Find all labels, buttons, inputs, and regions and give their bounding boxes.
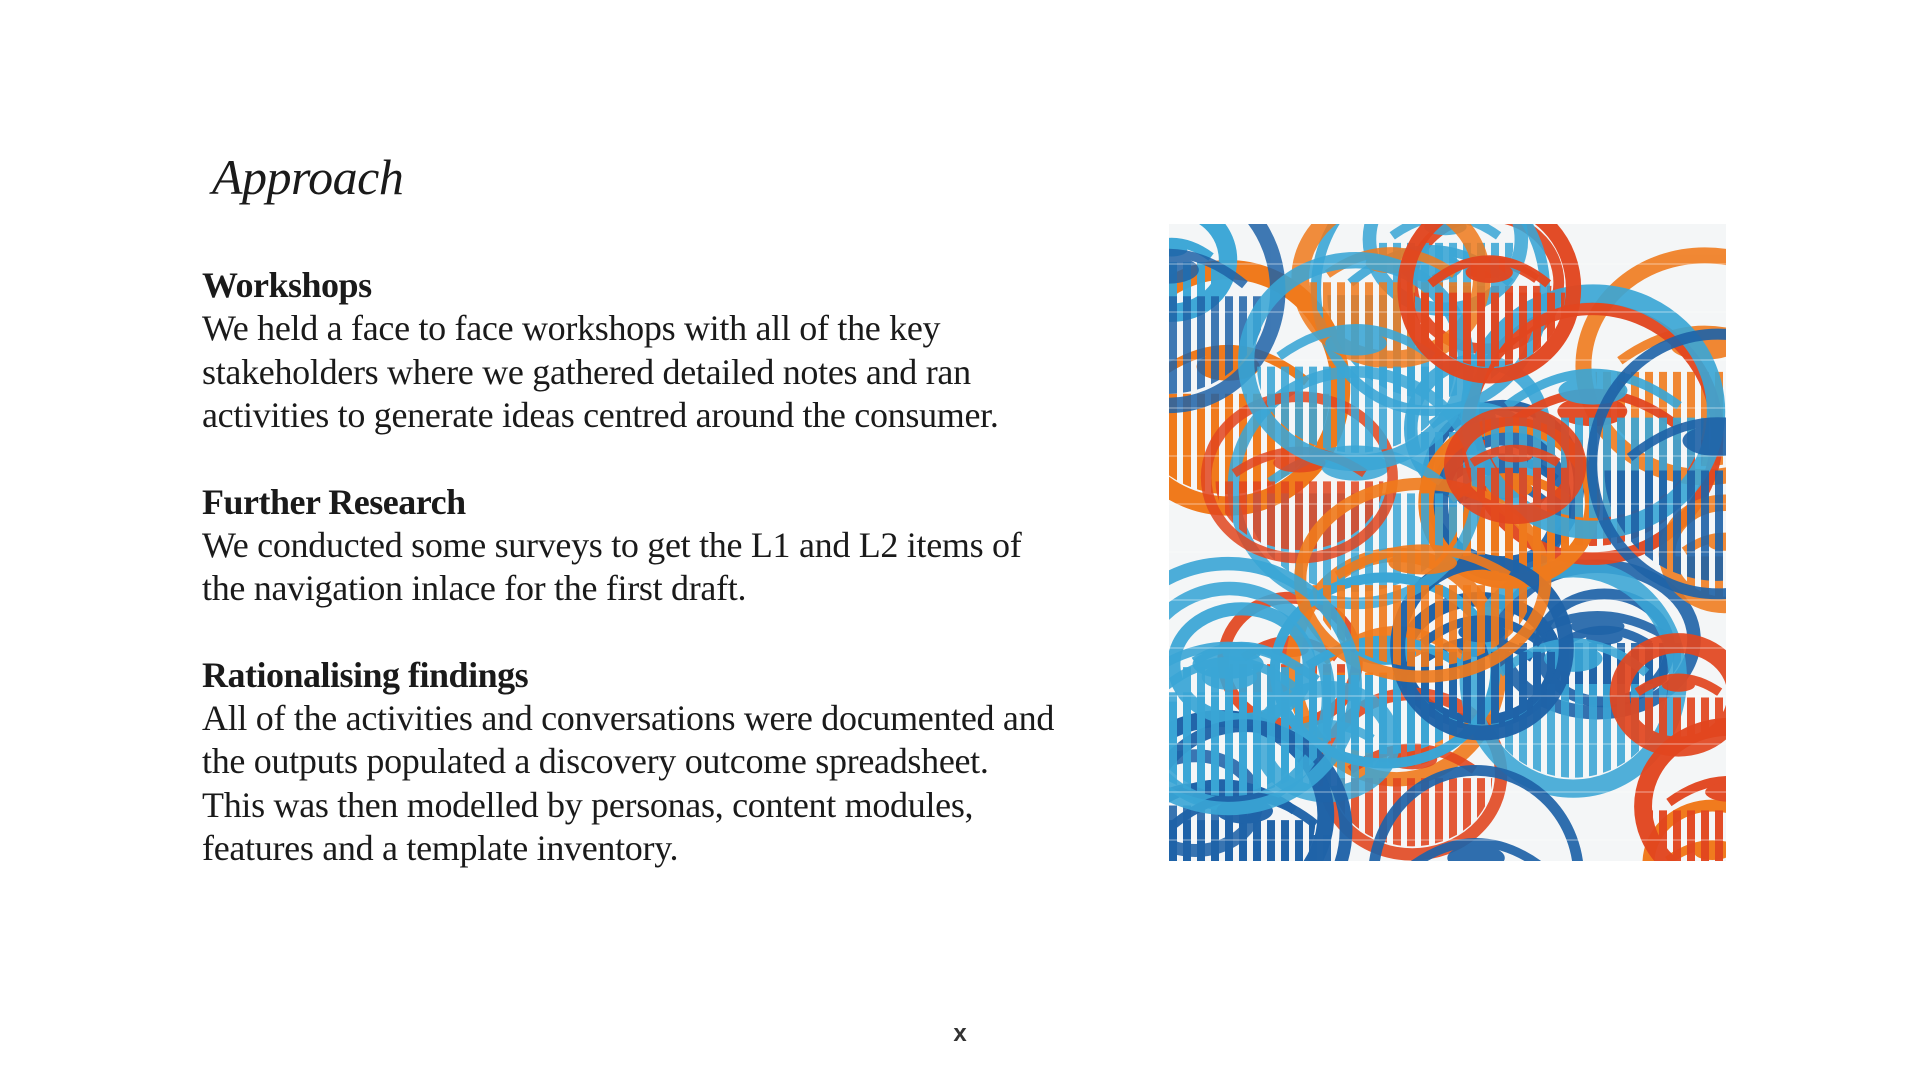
- section-further-research: [202, 481, 1102, 611]
- graffiti-artwork-image: [1169, 224, 1726, 861]
- body-line: activities to generate ideas centred around the consumer.: [202, 395, 999, 435]
- body-line: the outputs populated a discovery outcome spreadsheet.: [202, 741, 989, 781]
- section-workshops: [202, 264, 1102, 438]
- body-line: stakeholders where we gathered detailed notes and ran: [202, 351, 971, 392]
- section-heading: Further Research: [202, 481, 466, 522]
- content-column: [202, 264, 1102, 914]
- body-line: We held a face to face workshops with all of the key: [202, 308, 941, 348]
- section-heading: Rationalising findings: [202, 654, 529, 695]
- body-line: All of the activities and conversations were documented and: [202, 697, 1055, 738]
- body-line: This was then modelled by personas, content modules,: [202, 784, 974, 825]
- body-line: the navigation inlace for the first draft.: [202, 568, 747, 608]
- page-title: Approach: [212, 149, 404, 205]
- section-body: [202, 524, 1102, 611]
- section-rationalising-findings: [202, 654, 1102, 871]
- artwork-canvas: [1169, 224, 1726, 861]
- section-body: [202, 697, 1102, 871]
- section-heading: Workshops: [202, 265, 372, 305]
- page-marker: x: [953, 1020, 967, 1047]
- section-body: [202, 307, 1102, 438]
- body-line: We conducted some surveys to get the L1 and L2 items of: [202, 524, 1022, 565]
- body-line: features and a template inventory.: [202, 828, 679, 868]
